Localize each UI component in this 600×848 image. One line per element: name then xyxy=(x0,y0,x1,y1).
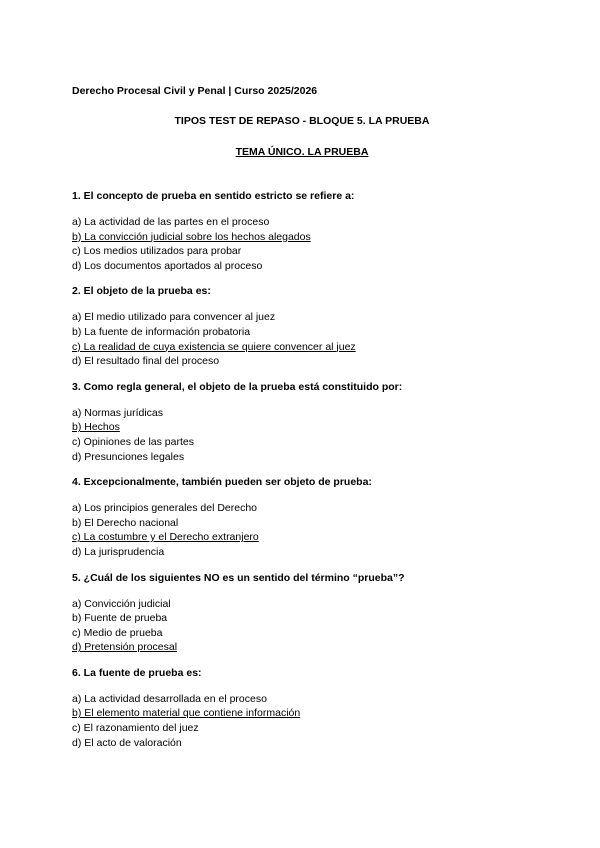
answer-option-correct: b) Hechos xyxy=(72,421,120,434)
answer-option: a) La actividad de las partes en el proceso xyxy=(72,216,270,228)
answer-option: d) Presunciones legales xyxy=(72,450,185,463)
answer-option: a) Convicción judicial xyxy=(72,597,171,610)
answer-options xyxy=(72,215,532,273)
answer-option-correct: c) La realidad de cuya existencia se quiere convencer al juez xyxy=(72,340,356,353)
question-text: 2. El objeto de la prueba es: xyxy=(72,285,211,298)
question-list xyxy=(72,189,532,750)
answer-options xyxy=(72,406,532,464)
question-text: 1. El concepto de prueba en sentido estricto se refiere a: xyxy=(72,190,355,202)
answer-option-correct: b) La convicción judicial sobre los hechos alegados xyxy=(72,230,311,243)
answer-options xyxy=(72,310,532,368)
answer-option: d) El acto de valoración xyxy=(72,736,182,749)
question-text: 4. Excepcionalmente, también pueden ser objeto de prueba: xyxy=(72,476,372,489)
answer-options xyxy=(72,501,532,559)
answer-option-correct: d) Pretensión procesal xyxy=(72,641,178,654)
answer-option: c) El razonamiento del juez xyxy=(72,722,199,735)
question-block xyxy=(72,189,532,273)
question-text: 5. ¿Cuál de los siguientes NO es un sentido del término “prueba”? xyxy=(72,571,405,584)
answer-option: d) La jurisprudencia xyxy=(72,545,165,558)
answer-option: c) Opiniones de las partes xyxy=(72,435,194,448)
question-text: 6. La fuente de prueba es: xyxy=(72,666,202,679)
answer-option: c) Los medios utilizados para probar xyxy=(72,245,242,258)
answer-option: d) El resultado final del proceso xyxy=(72,355,220,368)
answer-option-correct: c) La costumbre y el Derecho extranjero xyxy=(72,531,259,544)
answer-option: a) El medio utilizado para convencer al juez xyxy=(72,311,276,324)
answer-options xyxy=(72,692,532,750)
answer-option-correct: b) El elemento material que contiene información xyxy=(72,707,301,720)
answer-option: c) Medio de prueba xyxy=(72,626,163,639)
answer-option: b) La fuente de información probatoria xyxy=(72,325,251,338)
document-title: TIPOS TEST DE REPASO - BLOQUE 5. LA PRUEBA xyxy=(174,115,430,127)
answer-option: a) Los principios generales del Derecho xyxy=(72,502,258,515)
question-block xyxy=(72,666,532,750)
question-text: 3. Como regla general, el objeto de la prueba está constituido por: xyxy=(72,380,403,393)
answer-option: d) Los documentos aportados al proceso xyxy=(72,259,263,272)
topic-subtitle xyxy=(72,145,532,159)
answer-options xyxy=(72,597,532,655)
question-block xyxy=(72,284,532,368)
answer-option: b) Fuente de prueba xyxy=(72,612,168,625)
question-block xyxy=(72,475,532,559)
document-page xyxy=(72,84,532,750)
question-block xyxy=(72,380,532,464)
answer-option: b) El Derecho nacional xyxy=(72,516,179,529)
topic-subtitle-text: TEMA ÚNICO. LA PRUEBA xyxy=(235,146,369,158)
answer-option: a) La actividad desarrollada en el proceso xyxy=(72,692,267,705)
course-header: Derecho Procesal Civil y Penal | Curso 2025/2026 xyxy=(72,85,318,97)
answer-option: a) Normas jurídicas xyxy=(72,406,164,419)
question-block xyxy=(72,571,532,655)
